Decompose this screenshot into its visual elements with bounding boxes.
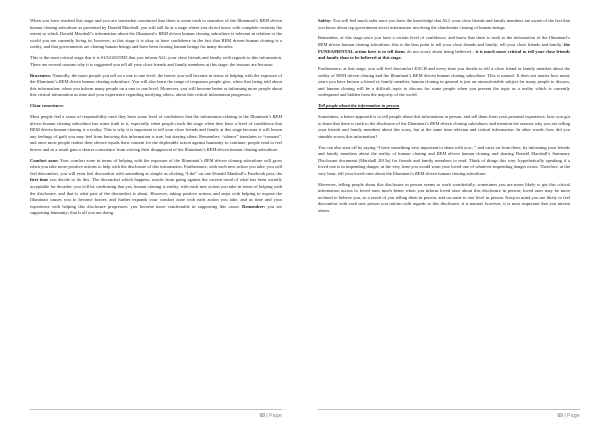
footer-separator: |: [265, 413, 270, 419]
text-run: Most people feel a sense of responsibility once they have some level of confidence that the information relating to the Illuminati’s: [30, 114, 273, 120]
text-run: human cloning subculture.: [228, 146, 279, 152]
text-run: Remember:: [242, 203, 266, 209]
text-run: Moreover, telling people about this disclosure in person seems to work wonderfully; sometimes you are more likely to get this critical information across to loved ones much better when you inform loved ones about this disclosure in person; loved ones may be more inclined to believe you, as a result of you telling them in person, and on some to one level in person. Keep in mind you are likely to feel discomfort with each new person you inform with regards to this disclosure, it is natural, however, it is most important that you inform others.: [318, 181, 570, 214]
text-run: When you have reached this stage and you are somewhat convinced that there is some truth to narrative of the Illuminati’s: [30, 18, 260, 23]
page-number: 69: [557, 413, 564, 419]
footer-separator: |: [563, 413, 568, 419]
text-run: Braveness:: [30, 72, 52, 78]
text-run: REM driven: [206, 146, 229, 152]
body-paragraph: [30, 103, 282, 110]
text-run: human cloning subculture; this is the best point to tell your close friends and family; tell your close friends and family;: [340, 42, 564, 48]
left-page-body: [30, 18, 282, 221]
text-run: REM driven human: [30, 114, 282, 126]
text-run: REM driven: [204, 157, 227, 163]
text-run: human cloning subculture is relevant in relation to the world you are currently living in, however, at this stage it is okay to have confidence in the fact that REM driven human cloning is a reality, and that governments are cloning human beings and have been cloning human beings for many decades.: [30, 31, 282, 50]
text-run: Comfort zone:: [30, 157, 59, 163]
text-run: human cloning and sharing Donald Marshall’s Summary Disclosure document (Marshall 2015a) for friends and family members to read. Think of things this way: hypothetically speaking if a loved one is in impending danger, at the very least you would warn your loved one of whatever impending danger exists. Therefore, at the very least, tell your loved ones about the Illuminati’s: [318, 151, 570, 176]
text-run: cloning subculture as presented by Donald Marshall, you will still be at a stage where you do not know with complete certainty the extent to which Donald Marshall’s information about the Illuminati’s: [30, 24, 282, 37]
body-paragraph: [30, 55, 282, 68]
text-run: cloning subculture; and mention the reasons why you are telling your friends and family members about this scary, but at the same time relevant and critical information. In other words: how did you stumble across this information?: [318, 120, 571, 139]
text-run: you are supporting humanity; that is all you are doing.: [30, 203, 282, 216]
text-run: the FUNDAMENTAL action here is to tell them.: [318, 42, 570, 54]
body-paragraph: [318, 114, 570, 140]
right-page: [300, 0, 600, 424]
page-label: Page: [269, 413, 282, 419]
text-run: You will feel much safer once you have the knowledge that ALL your close friends and family members are aware of the fact that you know about top government secret information involving the clandestine cloning of human beings.: [318, 18, 570, 30]
body-paragraph: [318, 182, 570, 215]
body-paragraph: [318, 35, 570, 61]
text-run: Your comfort zone in terms of helping with the exposure of the Illuminati’s: [58, 157, 205, 163]
body-paragraph: [318, 18, 570, 31]
text-run: you decide to do this. The discomfort which happens, results from going against the current trend of what has been socially acceptable for decades; you will be confirming that yes, human cloning is reality, with each new action you take in terms of helping with the disclosure, and that is what part of the discomfort is about. However, taking positive actions and steps with helping to expose the Illuminati causes you to become braver, and further expands your comfort zone with each action you take, and as time and your experience with helping this disclosure progresses, you become more comfortable in supporting this cause.: [30, 177, 282, 209]
body-paragraph: [30, 18, 282, 51]
text-run: cloning subculture has some truth to it, especially when people reach the stage when they have a level of confidence that REM driven human cloning is a reality. This is why it is important to tell your close friends and family at this stage because it will lessen any feelings of guilt you may feel from knowing this information is true, but staying silent. Remember: “silence” translates to “consent”, and once most people realise their silence equals their consent for the deplorable action against humanity to continue, people tend to feel braver and as a result gain a clearer conscience from voicing their disapproval of the Illuminati’s: [30, 120, 282, 152]
text-run: Clear conscience:: [30, 103, 64, 109]
body-paragraph: [30, 73, 282, 99]
body-paragraph: [318, 145, 570, 178]
text-run: REM driven: [158, 31, 181, 37]
text-run: REM driven: [58, 79, 82, 85]
text-run: REM driven: [436, 151, 460, 157]
section-heading: Tell people about the information in person: [318, 103, 400, 109]
right-page-body: [318, 18, 570, 219]
text-run: it is much more critical to tell your close friends and family than to be believed at this stage.: [318, 48, 570, 61]
text-run: Remember, at this stage once you have a certain level of confidence, and know that there is truth to the information of the Illuminati’s: [318, 35, 570, 41]
body-paragraph: [318, 103, 570, 110]
body-paragraph: [318, 66, 570, 99]
text-run: Safety:: [318, 18, 332, 23]
text-run: Naturally, the more people you tell on a one to one level, the braver you will become in terms of helping with the exposure of the Illuminati’s: [30, 72, 282, 85]
text-run: REM driven: [429, 120, 453, 126]
page-footer: [259, 413, 282, 419]
text-run: human: [30, 24, 43, 30]
text-run: You can also start off by saying “I have something very important to share with you...” and carry on from there, by informing your friends and family members about the reality of human cloning and: [318, 144, 570, 157]
text-run: REM driven: [259, 18, 282, 23]
page-number: 68: [259, 413, 266, 419]
text-run: human cloning subculture. You will also learn the range of responses people give, when first being told about this information; when you inform many people on a one to one level. Moreover, you will become better at informing more people about this critical information as time and your experience regarding notifying others, about this critical information progresses.: [30, 79, 282, 98]
text-run: REM driven: [318, 42, 341, 48]
text-run: REM driven: [414, 170, 438, 176]
footer-divider: [30, 409, 282, 410]
footer-divider: [318, 409, 580, 410]
text-run: human cloning subculture.: [437, 170, 487, 176]
page-label: Page: [567, 413, 580, 419]
body-paragraph: [30, 114, 282, 153]
text-run: Furthermore, at this stage, you will feel discomfort EACH and every time you decide to tell a close friend or family member about the reality of REM driven cloning and the Illuminati’s REM driven human cloning subculture. This is natural. It does not matter how many years you have known a friend or family member, human cloning in general is just an uncomfortable subject for many people to discuss, and human cloning will be a difficult topic to discuss for some people when you present the topic as a reality which is currently widespread and hidden from the majority of the world.: [318, 66, 570, 98]
text-run: cloning subculture will grow when you take more positive actions to help with the disclosure of this information. Furthermore, with each new action you take; you will feel discomfort, you will even feel discomfort with something as simple as clicking “Like” on one Donald Marshall’s Facebook post, the: [30, 157, 282, 176]
text-run: Sometimes, a better approach is to tell people about this information in person, and tell them from your personal experience, how you got to learn that there is truth to the disclosure of the Illuminati’s: [318, 114, 570, 126]
page-footer: [557, 413, 580, 419]
text-run: do not worry about being believed...: [405, 48, 476, 54]
text-run: This is the most critical stage that it is SUGGESTED that you inform ALL your close friends and family with regards to this information. There are several reasons why it is suggested you tell all your close friends and family members at this stage; the reasons are because:: [30, 55, 282, 67]
text-run: first time: [30, 177, 49, 183]
body-paragraph: [30, 158, 282, 217]
